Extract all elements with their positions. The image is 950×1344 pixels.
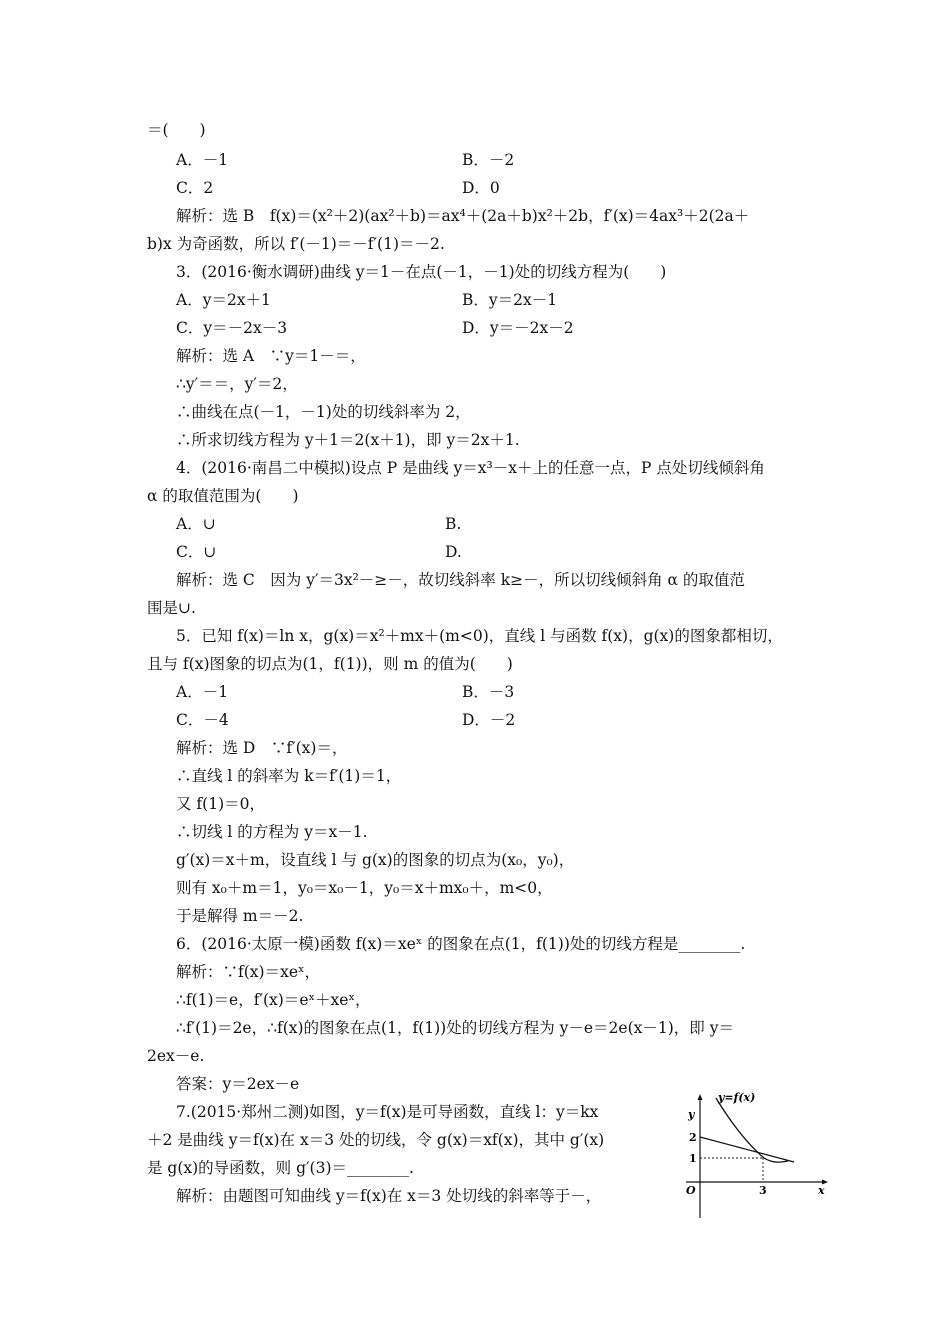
tick-label-y2: 2 bbox=[689, 1131, 697, 1144]
solution-line: 解析：∵f(x)＝xeˣ， bbox=[176, 963, 321, 981]
function-graph-figure bbox=[666, 1088, 831, 1223]
solution-line: ∴曲线在点(－1，－1)处的切线斜率为 2， bbox=[176, 403, 471, 421]
option-a: A．－1 bbox=[176, 151, 229, 169]
option-c: C．y＝－2x－3 bbox=[176, 319, 288, 337]
solution-line: ∴直线 l 的斜率为 k＝f′(1)＝1， bbox=[176, 767, 402, 785]
solution-line: 则有 x₀＋m＝1，y₀＝x₀－1，y₀＝x＋mx₀＋，m<0， bbox=[176, 879, 553, 897]
solution-line: 于是解得 m＝－2. bbox=[176, 907, 304, 925]
option-b: B．－3 bbox=[462, 683, 515, 701]
solution-line: 2ex－e. bbox=[147, 1047, 205, 1065]
solution-line: b)x 为奇函数，所以 f′(－1)＝－f′(1)＝－2. bbox=[147, 235, 445, 253]
question-7: 7.(2015·郑州二测)如图，y＝f(x)是可导函数，直线 l：y＝kx bbox=[176, 1103, 599, 1121]
origin-label: O bbox=[686, 1184, 696, 1197]
curve-f bbox=[716, 1098, 788, 1162]
option-b: B. bbox=[445, 515, 462, 533]
option-c: C．－4 bbox=[176, 711, 229, 729]
tick-label-y1: 1 bbox=[689, 1152, 697, 1165]
question-4: 4．(2016·南昌二中模拟)设点 P 是曲线 y＝x³－x＋上的任意一点，P 点处切线倾斜角 bbox=[176, 459, 765, 477]
question-7-cont: 是 g(x)的导函数，则 g′(3)＝________. bbox=[147, 1159, 414, 1177]
option-d: D. bbox=[445, 543, 462, 561]
x-axis-label: x bbox=[818, 1184, 825, 1197]
text-line: ＝( ) bbox=[147, 121, 206, 139]
option-d: D．0 bbox=[462, 179, 500, 197]
option-b: B．y＝2x－1 bbox=[462, 291, 558, 309]
curve-label: y=f(x) bbox=[718, 1091, 756, 1104]
solution-line: 解析：由题图可知曲线 y＝f(x)在 x＝3 处切线的斜率等于－， bbox=[176, 1187, 602, 1205]
question-3: 3．(2016·衡水调研)曲线 y＝1－在点(－1，－1)处的切线方程为( ) bbox=[176, 263, 667, 281]
solution-line: 解析：选 A ∵y＝1－＝， bbox=[176, 347, 366, 365]
solution-line: ∴f(1)＝e，f′(x)＝eˣ＋xeˣ， bbox=[176, 991, 371, 1009]
solution-line: 又 f(1)＝0， bbox=[176, 795, 265, 813]
option-b: B．－2 bbox=[462, 151, 515, 169]
question-5-cont: 且与 f(x)图象的切点为(1，f(1))，则 m 的值为( ) bbox=[147, 655, 513, 673]
question-4-cont: α 的取值范围为( ) bbox=[147, 487, 299, 505]
question-5: 5．已知 f(x)＝ln x，g(x)＝x²＋mx＋(m<0)，直线 l 与函数 f(x)，g(x)的图象都相切， bbox=[176, 627, 783, 645]
solution-line: 解析：选 B f(x)＝(x²＋2)(ax²＋b)＝ax⁴＋(2a＋b)x²＋2b，f′(x)＝4ax³＋2(2a＋ bbox=[176, 207, 750, 225]
graph-svg bbox=[666, 1088, 831, 1223]
solution-line: 解析：选 C 因为 y′＝3x²－≥－，故切线斜率 k≥－，所以切线倾斜角 α 的取值范 bbox=[176, 571, 745, 589]
question-7-cont: ＋2 是曲线 y＝f(x)在 x＝3 处的切线，令 g(x)＝xf(x)，其中 g′(x) bbox=[147, 1131, 605, 1149]
option-c: C．∪ bbox=[176, 543, 217, 561]
solution-line: 围是∪. bbox=[147, 599, 196, 617]
solution-line: ∴f′(1)＝2e，∴f(x)的图象在点(1，f(1))处的切线方程为 y－e＝2e(x－1)，即 y＝ bbox=[176, 1019, 734, 1037]
y-axis-arrow bbox=[698, 1094, 703, 1100]
answer-line: 答案：y＝2ex－e bbox=[176, 1075, 300, 1093]
solution-line: g′(x)＝x＋m，设直线 l 与 g(x)的图象的切点为(x₀，y₀)， bbox=[176, 851, 575, 869]
solution-line: ∴切线 l 的方程为 y＝x－1. bbox=[176, 823, 368, 841]
option-a: A．∪ bbox=[176, 515, 216, 533]
option-d: D．－2 bbox=[462, 711, 516, 729]
solution-line: ∴所求切线方程为 y＋1＝2(x＋1)，即 y＝2x＋1. bbox=[176, 431, 520, 449]
tick-label-x3: 3 bbox=[759, 1184, 767, 1197]
solution-line: 解析：选 D ∵f′(x)＝， bbox=[176, 739, 348, 757]
option-a: A．－1 bbox=[176, 683, 229, 701]
option-c: C．2 bbox=[176, 179, 214, 197]
option-a: A．y＝2x＋1 bbox=[176, 291, 271, 309]
y-axis-label: y bbox=[688, 1108, 695, 1121]
solution-line: ∴y′＝＝，y′＝2， bbox=[176, 375, 298, 393]
option-d: D．y＝－2x－2 bbox=[462, 319, 574, 337]
question-6: 6．(2016·太原一模)函数 f(x)＝xeˣ 的图象在点(1，f(1))处的切线方程是________. bbox=[176, 935, 746, 953]
